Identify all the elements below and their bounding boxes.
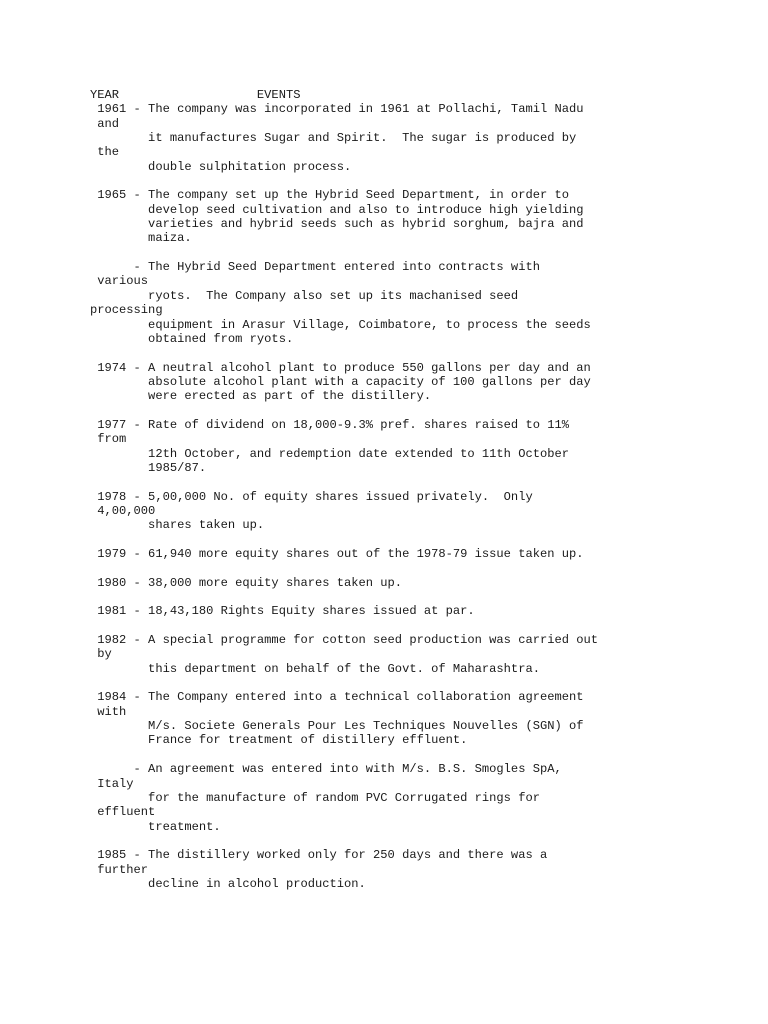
text-line: for the manufacture of random PVC Corrugated rings for xyxy=(90,790,540,805)
text-line: 1965 - The company set up the Hybrid Seed Department, in order to xyxy=(90,188,569,203)
text-line: by xyxy=(90,647,112,662)
text-line: 1985 - The distillery worked only for 250 days and there was a xyxy=(90,848,548,863)
text-line: 1980 - 38,000 more equity shares taken up. xyxy=(90,575,403,590)
text-line: double sulphitation process. xyxy=(90,159,352,174)
text-line: absolute alcohol plant with a capacity of 100 gallons per day xyxy=(90,374,591,389)
text-line: obtained from ryots. xyxy=(90,331,294,346)
text-line: YEAR EVENTS xyxy=(90,88,301,102)
text-line: 12th October, and redemption date extended to 11th October xyxy=(90,446,569,461)
text-line: and xyxy=(90,116,120,131)
text-line: 4,00,000 xyxy=(90,503,156,518)
text-line xyxy=(90,676,598,690)
text-line xyxy=(90,475,598,489)
text-line: effluent xyxy=(90,805,156,820)
text-line: equipment in Arasur Village, Coimbatore, to process the seeds xyxy=(90,317,591,332)
text-line: shares taken up. xyxy=(90,518,265,533)
text-line: France for treatment of distillery effluent. xyxy=(90,733,468,748)
text-line: 1984 - The Company entered into a technical collaboration agreement xyxy=(90,690,584,705)
text-line: Italy xyxy=(90,776,134,791)
text-line xyxy=(90,748,598,762)
text-line: 1981 - 18,43,180 Rights Equity shares issued at par. xyxy=(90,604,475,619)
text-line: processing xyxy=(90,303,163,318)
text-line: with xyxy=(90,704,127,719)
text-line: treatment. xyxy=(90,819,221,834)
text-line: maiza. xyxy=(90,231,192,246)
text-line xyxy=(90,561,598,575)
text-line: 1978 - 5,00,000 No. of equity shares issued privately. Only xyxy=(90,489,533,504)
text-line: the xyxy=(90,145,120,160)
text-line: 1985/87. xyxy=(90,460,207,475)
text-line xyxy=(90,533,598,547)
text-line: varieties and hybrid seeds such as hybrid sorghum, bajra and xyxy=(90,217,584,232)
text-line: this department on behalf of the Govt. of Maharashtra. xyxy=(90,661,540,676)
text-line: were erected as part of the distillery. xyxy=(90,389,432,404)
text-line: further xyxy=(90,862,149,877)
text-line: M/s. Societe Generals Pour Les Techniques Nouvelles (SGN) of xyxy=(90,719,584,734)
text-line: ryots. The Company also set up its machanised seed xyxy=(90,288,519,303)
text-line xyxy=(90,590,598,604)
text-line xyxy=(90,404,598,418)
text-line xyxy=(90,834,598,848)
text-line xyxy=(90,619,598,633)
document-body xyxy=(90,88,598,891)
text-line: - The Hybrid Seed Department entered into contracts with xyxy=(90,260,540,275)
text-line: 1961 - The company was incorporated in 1961 at Pollachi, Tamil Nadu xyxy=(90,102,584,117)
text-line: 1979 - 61,940 more equity shares out of the 1978-79 issue taken up. xyxy=(90,547,584,561)
text-line xyxy=(90,246,598,260)
text-line: 1974 - A neutral alcohol plant to produce 550 gallons per day and an xyxy=(90,360,591,375)
text-line: develop seed cultivation and also to introduce high yielding xyxy=(90,202,584,217)
text-line: from xyxy=(90,432,127,447)
text-line: - An agreement was entered into with M/s. B.S. Smogles SpA, xyxy=(90,762,562,777)
text-line xyxy=(90,346,598,360)
text-line: decline in alcohol production. xyxy=(90,876,366,891)
text-line: various xyxy=(90,274,149,289)
text-line xyxy=(90,174,598,188)
text-line: 1977 - Rate of dividend on 18,000-9.3% pref. shares raised to 11% xyxy=(90,417,569,432)
text-line: 1982 - A special programme for cotton seed production was carried out xyxy=(90,633,599,648)
text-line: it manufactures Sugar and Spirit. The sugar is produced by xyxy=(90,131,577,146)
